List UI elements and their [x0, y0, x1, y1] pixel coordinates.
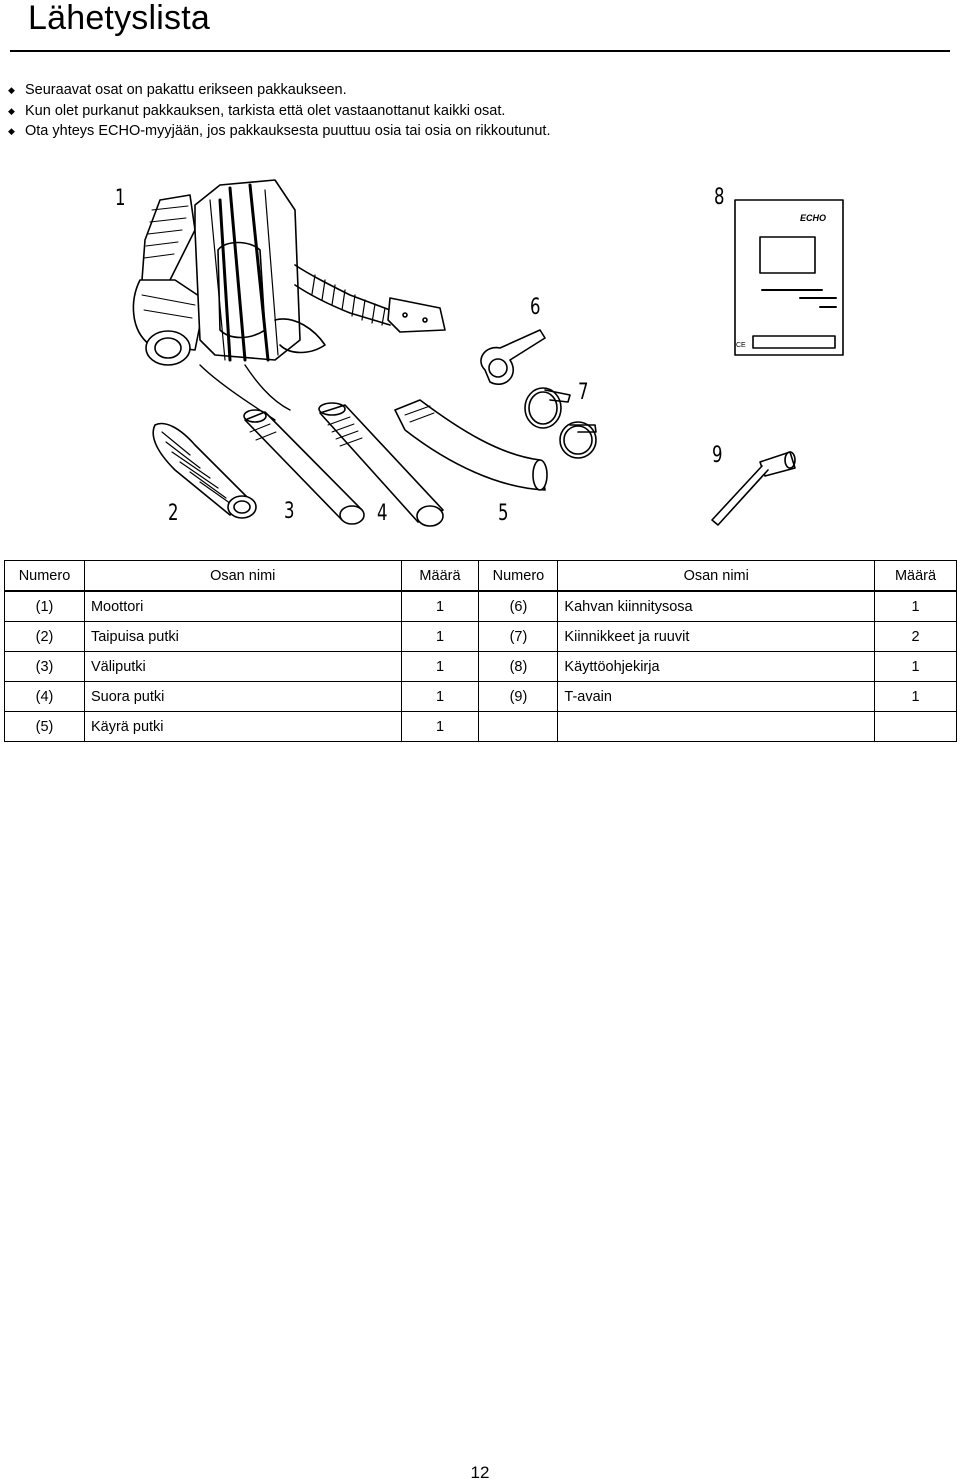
instruction-text: Seuraavat osat on pakattu erikseen pakkaukseen.	[25, 82, 347, 98]
instruction-text: Ota yhteys ECHO-myyjään, jos pakkauksesta puuttuu osia tai osia on rikkoutunut.	[25, 123, 551, 139]
handle-holder-drawing	[481, 330, 545, 384]
table-row	[5, 622, 957, 652]
engine-unit-drawing	[133, 180, 445, 420]
cell-part-name: Käyrä putki	[84, 712, 401, 742]
cell-part-name	[558, 712, 875, 742]
callout-7: 7	[578, 378, 589, 405]
instruction-item	[8, 121, 550, 142]
t-wrench-drawing	[712, 452, 795, 525]
cell-quantity: 1	[875, 652, 957, 682]
table-row	[5, 591, 957, 622]
cell-number: (4)	[5, 682, 85, 712]
cell-quantity: 1	[401, 591, 479, 622]
callout-1: 1	[115, 184, 126, 211]
cell-quantity	[875, 712, 957, 742]
cell-quantity: 1	[401, 682, 479, 712]
cell-part-name: Taipuisa putki	[84, 622, 401, 652]
cell-number: (2)	[5, 622, 85, 652]
instruction-list	[8, 80, 550, 142]
cell-part-name: Suora putki	[84, 682, 401, 712]
cell-number: (7)	[479, 622, 558, 652]
cell-quantity: 2	[875, 622, 957, 652]
cell-quantity: 1	[401, 652, 479, 682]
instruction-item	[8, 101, 550, 122]
cell-part-name: T-avain	[558, 682, 875, 712]
header-quantity: Määrä	[401, 561, 479, 592]
parts-illustration	[100, 170, 860, 540]
header-number: Numero	[479, 561, 558, 592]
callout-4: 4	[377, 499, 388, 526]
table-row	[5, 712, 957, 742]
page-number: 12	[470, 1463, 490, 1482]
header-number: Numero	[5, 561, 85, 592]
operators-manual-drawing	[735, 200, 843, 355]
callout-6: 6	[530, 293, 541, 320]
manual-brand-text: ECHO	[800, 213, 827, 223]
cell-number: (6)	[479, 591, 558, 622]
callout-5: 5	[498, 499, 509, 526]
header-quantity: Määrä	[875, 561, 957, 592]
parts-table	[4, 560, 957, 742]
table-row	[5, 682, 957, 712]
title-rule	[10, 50, 950, 52]
manual-mark-text: CE	[736, 342, 746, 349]
cell-part-name: Väliputki	[84, 652, 401, 682]
header-part-name: Osan nimi	[558, 561, 875, 592]
cell-quantity: 1	[875, 591, 957, 622]
bullet-diamond-icon: ◆	[8, 126, 15, 136]
bullet-diamond-icon: ◆	[8, 105, 15, 116]
cell-number: (8)	[479, 652, 558, 682]
instruction-item	[8, 80, 550, 101]
cell-part-name: Käyttöohjekirja	[558, 652, 875, 682]
callout-8: 8	[714, 183, 725, 210]
header-part-name: Osan nimi	[84, 561, 401, 592]
cell-number: (1)	[5, 591, 85, 622]
cell-quantity: 1	[401, 622, 479, 652]
table-header-row	[5, 561, 957, 592]
cell-quantity: 1	[401, 712, 479, 742]
cell-number: (5)	[5, 712, 85, 742]
cell-number	[479, 712, 558, 742]
cell-number: (9)	[479, 682, 558, 712]
cell-part-name: Kahvan kiinnitysosa	[558, 591, 875, 622]
instruction-text: Kun olet purkanut pakkauksen, tarkista että olet vastaanottanut kaikki osat.	[25, 102, 506, 119]
table-row	[5, 652, 957, 682]
cell-part-name: Kiinnikkeet ja ruuvit	[558, 622, 875, 652]
cell-quantity: 1	[875, 682, 957, 712]
callout-3: 3	[284, 497, 295, 524]
page-title: Lähetyslista	[28, 0, 210, 37]
callout-9: 9	[712, 441, 723, 468]
cell-part-name: Moottori	[84, 591, 401, 622]
bullet-diamond-icon: ◆	[8, 85, 15, 95]
cell-number: (3)	[5, 652, 85, 682]
curved-pipe-drawing	[395, 400, 547, 490]
callout-2: 2	[168, 499, 179, 526]
